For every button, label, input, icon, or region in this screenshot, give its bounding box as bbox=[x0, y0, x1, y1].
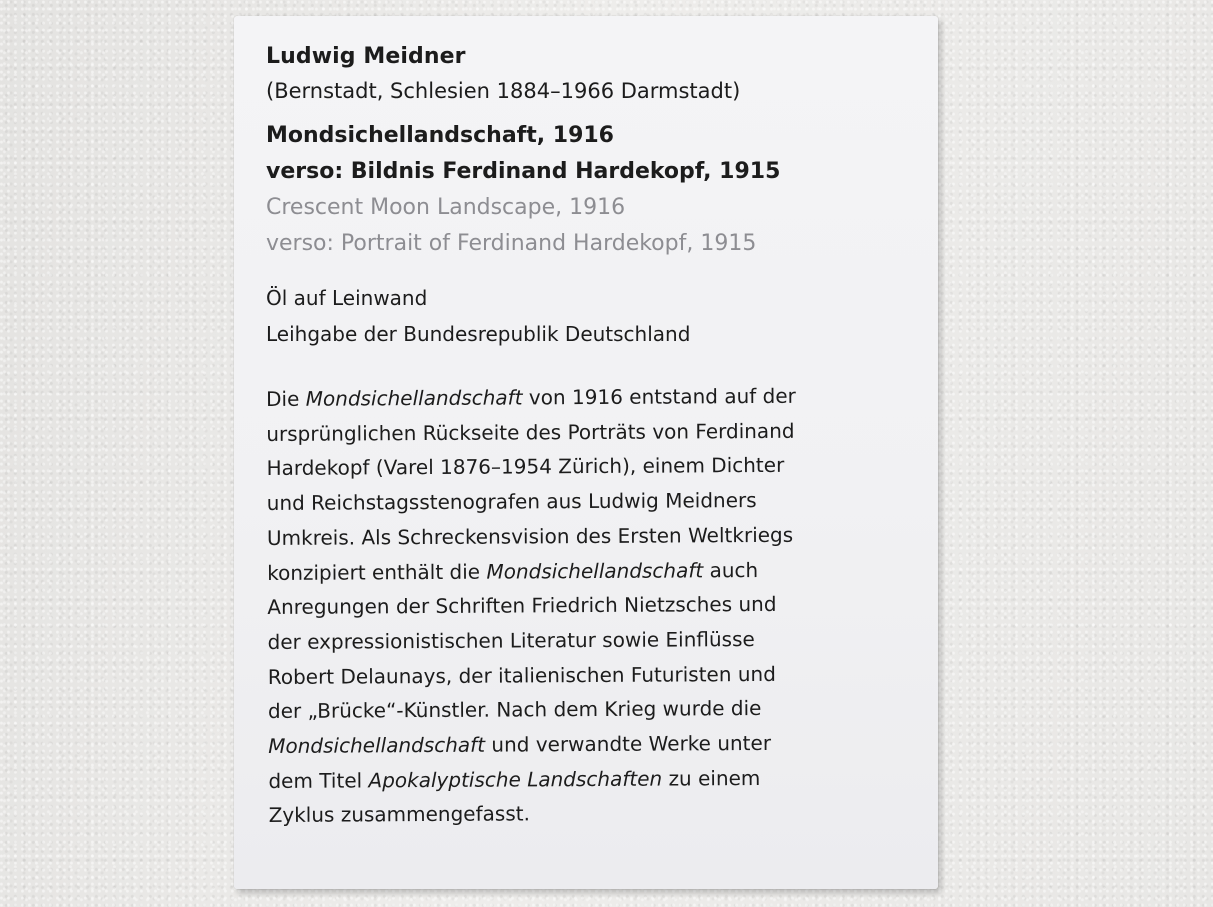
description-text bbox=[266, 378, 909, 833]
description-line: und Reichstagsstenografen aus Ludwig Meidners bbox=[266, 488, 757, 516]
description-line: der „Brücke“-Künstler. Nach dem Krieg wurde die bbox=[267, 696, 762, 724]
medium: Öl auf Leinwand bbox=[266, 286, 428, 310]
credit-line: Leihgabe der Bundesrepublik Deutschland bbox=[266, 322, 691, 346]
description-line: Mondsichellandschaft und verwandte Werke unter bbox=[268, 730, 772, 759]
description-line: Anregungen der Schriften Friedrich Nietzsches und bbox=[267, 592, 777, 620]
description-line: Robert Delaunays, der italienischen Futuristen und bbox=[267, 661, 776, 689]
artwork-titles bbox=[266, 118, 906, 262]
title-german-line-2: verso: Bildnis Ferdinand Hardekopf, 1915 bbox=[266, 159, 781, 184]
description-line: ursprünglichen Rückseite des Porträts von Ferdinand bbox=[266, 418, 795, 446]
title-german-line-1: Mondsichellandschaft, 1916 bbox=[266, 123, 614, 148]
description-line: Umkreis. Als Schreckensvision des Ersten Weltkriegs bbox=[266, 522, 794, 550]
description-line: konzipiert enthält die Mondsichellandschaft auch bbox=[267, 557, 759, 585]
medium-and-credit bbox=[266, 280, 906, 352]
artist-life-dates: (Bernstadt, Schlesien 1884–1966 Darmstadt) bbox=[266, 79, 741, 103]
title-english-line-1: Crescent Moon Landscape, 1916 bbox=[266, 195, 626, 220]
description-line: Zyklus zusammengefasst. bbox=[268, 801, 530, 828]
placard-text bbox=[266, 42, 906, 833]
artist-name: Ludwig Meidner bbox=[266, 44, 466, 69]
title-english-line-2: verso: Portrait of Ferdinand Hardekopf, 1915 bbox=[266, 231, 757, 256]
description-line: Hardekopf (Varel 1876–1954 Zürich), einem Dichter bbox=[266, 453, 785, 481]
description-line: dem Titel Apokalyptische Landschaften zu einem bbox=[268, 765, 761, 793]
description-line: der expressionistischen Literatur sowie Einflüsse bbox=[267, 626, 755, 654]
description-line: Die Mondsichellandschaft von 1916 entstand auf der bbox=[266, 383, 796, 411]
museum-label-placard bbox=[234, 16, 938, 889]
